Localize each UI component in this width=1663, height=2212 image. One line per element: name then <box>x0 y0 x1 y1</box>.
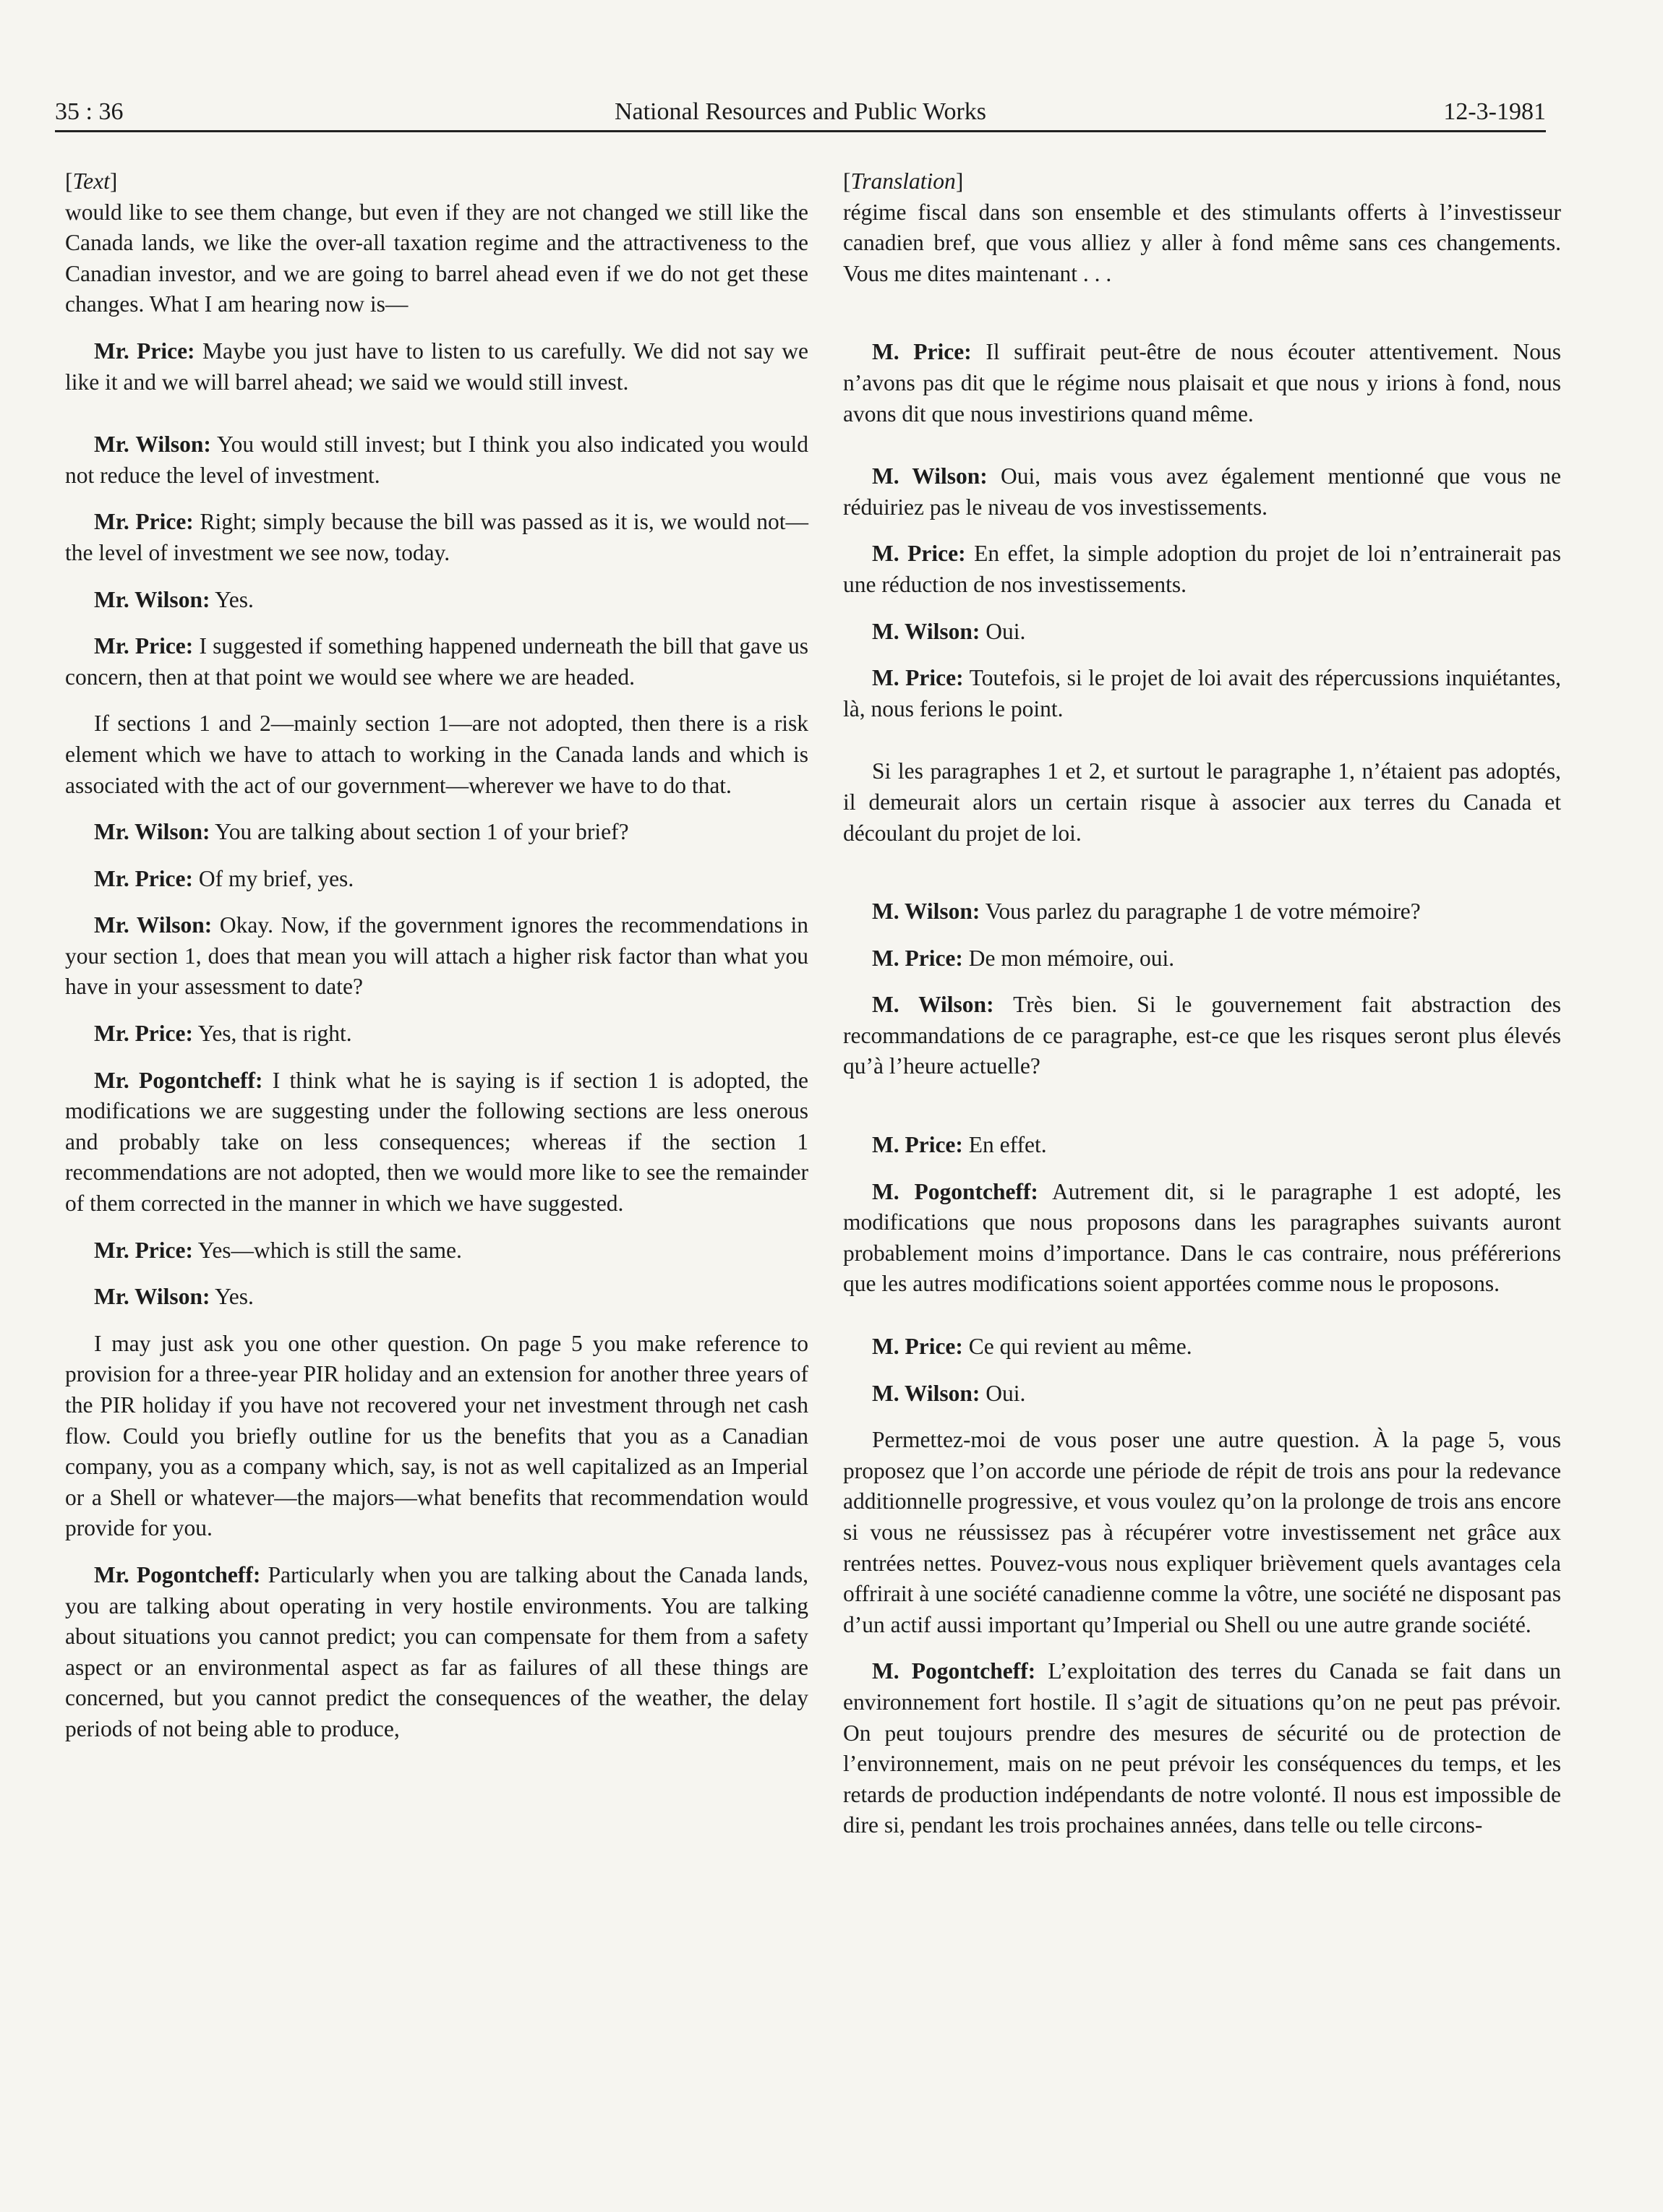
speaker-name: M. Wilson: <box>872 463 988 489</box>
transcript-paragraph: If sections 1 and 2—mainly section 1—are not adopted, then there is a risk element which we have to attach to working in the Canada lands and which is associated with the act of our government—wherever we have to do that. <box>65 711 808 798</box>
transcript-paragraph: M. Pogontcheff: L’exploitation des terres du Canada se fait dans un environnement fort hostile. Il s’agit de situations qu’on ne peut pas prévoir. On peut toujours prendre des mesures de sécurité ou de protection de l’environnement, mais on ne peut prévoir les conséquences du temps, et les retards de production indépendants de notre volonté. Il nous est impossible de dire si, pendant les trois prochaines années, dans telle ou telle circons- <box>843 1658 1562 1838</box>
transcript-paragraph: Mr. Pogontcheff: Particularly when you are talking about the Canada lands, you are talking about operating in very hostile environments. You are talking about situations you cannot predict; you can compensate for them from a safety aspect or an environmental aspect as far as failures of all these things are concerned, but you cannot predict the consequences of the weather, the delay periods of not being able to produce, <box>65 1561 808 1741</box>
french-column <box>843 166 1561 1841</box>
transcript-paragraph: M. Price: En effet, la simple adoption du projet de loi n’entrainerait pas une réduction de nos investissements. <box>843 541 1562 597</box>
speaker-name: Mr. Wilson: <box>94 432 211 458</box>
transcript-paragraph: Mr. Price: Right; simply because the bill was passed as it is, we would not—the level of investment we see now, today. <box>65 509 809 565</box>
transcript-paragraph: Mr. Wilson: You are talking about section 1 of your brief? <box>94 819 629 845</box>
speaker-name: M. Price: <box>872 1132 963 1158</box>
section-label: [Translation] <box>843 168 964 194</box>
speaker-name: Mr. Price: <box>94 1237 193 1263</box>
transcript-paragraph: Mr. Wilson: Yes. <box>94 586 254 612</box>
speaker-name: Mr. Price: <box>94 509 194 535</box>
speaker-name: M. Price: <box>872 665 964 691</box>
speaker-name: Mr. Price: <box>94 1021 193 1047</box>
transcript-paragraph: Mr. Price: Yes, that is right. <box>94 1021 352 1047</box>
publication-title: National Resources and Public Works <box>614 98 987 125</box>
transcript-paragraph: Mr. Price: I suggested if something happened underneath the bill that gave us concern, then at that point we would see where we are headed. <box>65 633 809 690</box>
speaker-name: M. Price: <box>872 339 972 365</box>
speaker-name: Mr. Wilson: <box>94 586 210 612</box>
running-header <box>55 98 1546 133</box>
transcript-paragraph: Si les paragraphes 1 et 2, et surtout le paragraphe 1, n’étaient pas adoptés, il demeurait alors un certain risque à associer aux terres du Canada et découlant du projet de loi. <box>843 758 1561 846</box>
speaker-name: M. Wilson: <box>872 1380 980 1406</box>
speaker-name: M. Wilson: <box>872 899 980 925</box>
transcript-paragraph: M. Wilson: Vous parlez du paragraphe 1 de votre mémoire? <box>872 899 1421 925</box>
transcript-paragraph: M. Price: De mon mémoire, oui. <box>872 945 1175 971</box>
section-label: [Text] <box>65 168 118 194</box>
transcript-paragraph: M. Pogontcheff: Autrement dit, si le paragraphe 1 est adopté, les modifications que nous proposons dans les paragraphes suivants auront probablement moins d’importance. Dans le cas contraire, nous préférerions que les autres modifications soient apportées comme nous le proposons. <box>843 1178 1561 1297</box>
speaker-name: M. Price: <box>872 541 966 567</box>
transcript-paragraph: Mr. Price: Yes—which is still the same. <box>94 1237 462 1263</box>
header-rule <box>55 130 1546 132</box>
transcript-paragraph: M. Wilson: Oui. <box>872 1380 1026 1406</box>
transcript-paragraph: Mr. Wilson: Okay. Now, if the government ignores the recommendations in your section 1, does that mean you will attach a higher risk factor than what you have in your assessment to date? <box>65 912 809 1000</box>
english-column <box>65 166 808 1745</box>
transcript-paragraph: Mr. Wilson: You would still invest; but I think you also indicated you would not reduce the level of investment. <box>65 432 808 488</box>
speaker-name: M. Price: <box>872 945 963 971</box>
header-date: 12-3-1981 <box>1443 98 1546 125</box>
transcript-paragraph: I may just ask you one other question. On page 5 you make reference to provision for a three-year PIR holiday and an extension for another three years of the PIR holiday if you have not recovered your net investment through net cash flow. Could you briefly outline for us the benefits that you as a Canadian company, you as a company which, say, is not as well capitalized as an Imperial or a Shell or whatever—the majors—what benefits that recommendation would provide for you. <box>65 1330 808 1541</box>
transcript-paragraph: M. Wilson: Oui. <box>872 618 1026 644</box>
transcript-paragraph: Mr. Wilson: Yes. <box>94 1284 254 1310</box>
speaker-name: M. Pogontcheff: <box>872 1658 1036 1684</box>
transcript-paragraph: M. Price: Toutefois, si le projet de loi avait des répercussions inquiétantes, là, nous ferions le point. <box>843 665 1562 721</box>
speaker-name: Mr. Price: <box>94 338 195 364</box>
speaker-name: Mr. Pogontcheff: <box>94 1561 261 1587</box>
transcript-paragraph: would like to see them change, but even if they are not changed we still like the Canada lands, we like the over-all taxation regime and the attractiveness to the Canadian investor, and we are going to barrel ahead even if we do not get these changes. What I am hearing now is— <box>65 199 808 317</box>
transcript-paragraph: Mr. Price: Of my brief, yes. <box>94 865 354 891</box>
speaker-name: M. Price: <box>872 1334 963 1360</box>
transcript-paragraph: M. Wilson: Très bien. Si le gouvernement fait abstraction des recommandations de ce paragraphe, est-ce que les risques seront plus élevés qu’à l’heure actuelle? <box>843 992 1561 1079</box>
transcript-paragraph: régime fiscal dans son ensemble et des stimulants offerts à l’investisseur canadien bref, que vous alliez y aller à fond même sans ces changements. Vous me dites maintenant . . . <box>843 199 1561 286</box>
transcript-paragraph: M. Price: Il suffirait peut-être de nous écouter attentivement. Nous n’avons pas dit que le régime nous plaisait et que nous y irions à fond, nous avons dit que nous investirions quand même. <box>843 339 1561 426</box>
transcript-paragraph: Mr. Price: Maybe you just have to listen to us carefully. We did not say we like it and we will barrel ahead; we said we would still invest. <box>65 338 808 395</box>
speaker-name: Mr. Pogontcheff: <box>94 1067 263 1093</box>
speaker-name: M. Wilson: <box>872 992 994 1018</box>
speaker-name: Mr. Wilson: <box>94 1284 210 1310</box>
speaker-name: Mr. Price: <box>94 865 193 891</box>
transcript-paragraph: M. Price: Ce qui revient au même. <box>872 1334 1192 1360</box>
speaker-name: M. Wilson: <box>872 618 980 644</box>
page-number: 35 : 36 <box>55 98 124 125</box>
transcript-paragraph: M. Price: En effet. <box>872 1132 1047 1158</box>
speaker-name: Mr. Wilson: <box>94 912 213 938</box>
speaker-name: Mr. Wilson: <box>94 819 210 845</box>
speaker-name: M. Pogontcheff: <box>872 1178 1038 1204</box>
transcript-paragraph: Mr. Pogontcheff: I think what he is saying is if section 1 is adopted, the modifications we are suggesting under the following sections are less onerous and probably take on less consequences; whereas if the section 1 recommendations are not adopted, then we would more like to see the remainder of them corrected in the manner in which we have suggested. <box>65 1067 809 1217</box>
transcript-paragraph: M. Wilson: Oui, mais vous avez également mentionné que vous ne réduiriez pas le niveau de vos investissements. <box>843 463 1561 520</box>
speaker-name: Mr. Price: <box>94 633 194 659</box>
transcript-paragraph: Permettez-moi de vous poser une autre question. À la page 5, vous proposez que l’on accorde une période de répit de trois ans pour la redevance additionnelle progressive, et vous voulez qu’on la prolonge de trois ans encore si vous ne réussissez pas à récupérer votre investissement net grâce aux rentrées nettes. Pouvez-vous nous expliquer brièvement quels avantages cela offrirait à une société canadienne comme la vôtre, une société ne disposant pas d’un actif aussi important qu’Imperial ou Shell ou une autre grande société. <box>843 1427 1561 1637</box>
